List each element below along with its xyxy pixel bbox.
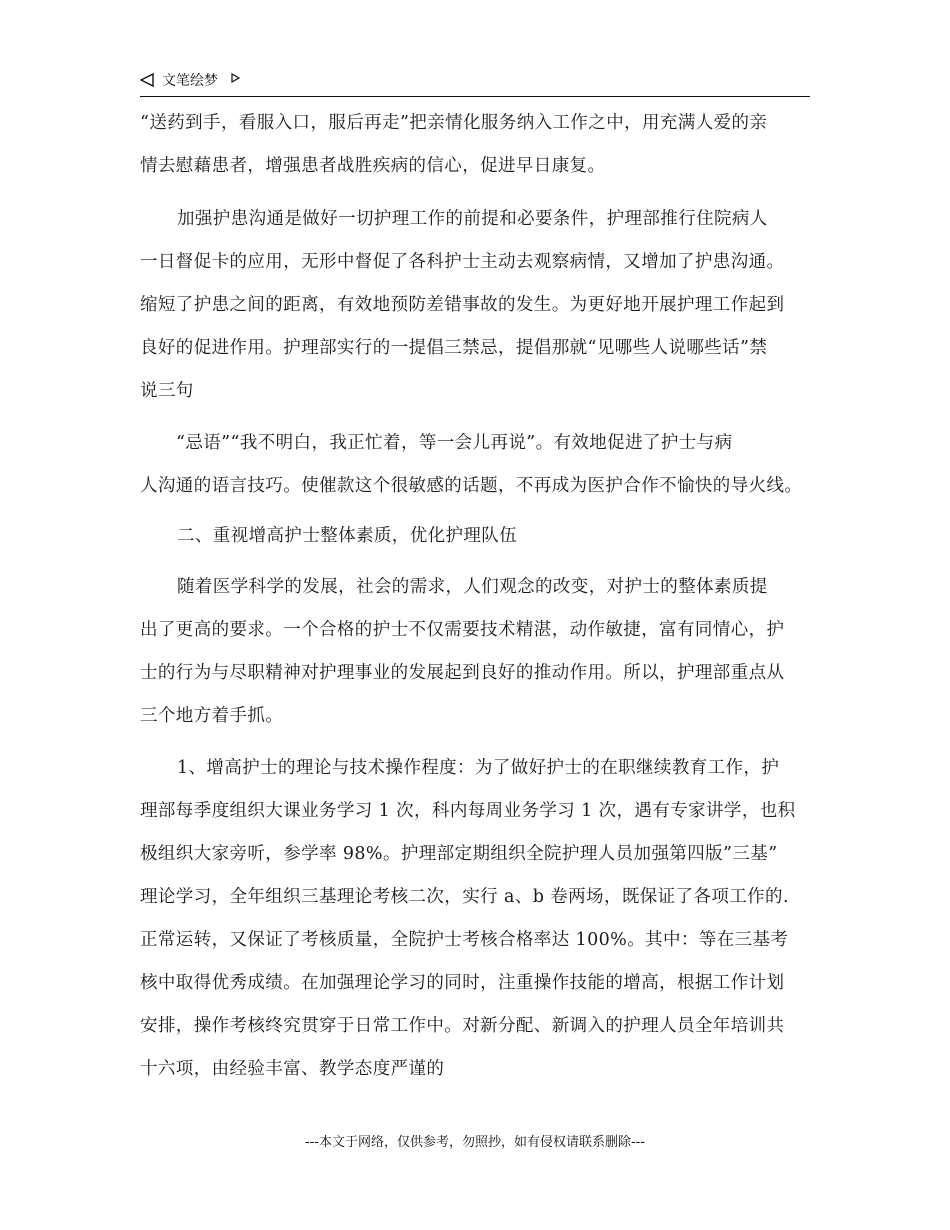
text-line: 1、增高护士的理论与技术操作程度：为了做好护士的在职继续教育工作，护 <box>177 758 780 778</box>
text-line: 一日督促卡的应用，无形中督促了各科护士主动去观察病情，又增加了护患沟通。 <box>140 252 785 272</box>
text-line: 安排，操作考核终究贯穿于日常工作中。对新分配、新调入的护理人员全年培训共 <box>140 1016 785 1036</box>
triangle-right-icon <box>231 73 240 83</box>
text-line: 士的行为与尽职精神对护理事业的发展起到良好的推动作用。所以，护理部重点从 <box>140 663 785 683</box>
text-line: 随着医学科学的发展，社会的需求，人们观念的改变，对护士的整体素质提 <box>177 577 768 597</box>
text-line: 说三句 <box>140 381 194 401</box>
text-line: 人沟通的语言技巧。使催款这个很敏感的话题，不再成为医护合作不愉快的导火线。 <box>140 476 803 496</box>
header-title: 文笔绘梦 <box>162 73 218 89</box>
text-line: 二、重视增高护士整体素质，优化护理队伍 <box>177 526 518 546</box>
text-line: 情去慰藉患者，增强患者战胜疾病的信心，促进早日康复。 <box>140 156 606 176</box>
text-line: 十六项，由经验丰富、教学态度严谨的 <box>140 1059 445 1079</box>
text-line: 理论学习，全年组织三基理论考核二次，实行 a、b 卷两场，既保证了各项工作的. <box>140 887 789 907</box>
text-line: 良好的促进作用。护理部实行的一提倡三禁忌，提倡那就“见哪些人说哪些话”禁 <box>140 338 768 358</box>
text-line: 加强护患沟通是做好一切护理工作的前提和必要条件，护理部推行住院病人 <box>177 209 768 229</box>
text-line: 理部每季度组织大课业务学习 1 次，科内每周业务学习 1 次，遇有专家讲学，也积 <box>140 801 796 821</box>
text-line: 极组织大家旁听，参学率 98%。护理部定期组织全院护理人员加强第四版”三基” <box>140 844 778 864</box>
text-line: “忌语”“我不明白，我正忙着，等一会儿再说”。有效地促进了护士与病 <box>176 433 733 453</box>
text-line: 三个地方着手抓。 <box>140 706 284 726</box>
text-line: 出了更高的要求。一个合格的护士不仅需要技术精湛，动作敏捷，富有同情心，护 <box>140 620 785 640</box>
text-line: “送药到手，看服入口，服后再走”把亲情化服务纳入工作之中，用充满人爱的亲 <box>140 113 768 133</box>
text-line: 缩短了护患之间的距离，有效地预防差错事故的发生。为更好地开展护理工作起到 <box>140 295 785 315</box>
page-header <box>140 70 810 97</box>
triangle-left-icon <box>140 73 154 87</box>
page-footer: ---本文于网络，仅供参考，勿照抄，如有侵权请联系删除--- <box>304 1135 646 1150</box>
text-line: 正常运转，又保证了考核质量，全院护士考核合格率达 100%。其中：等在三基考 <box>140 930 789 950</box>
text-line: 核中取得优秀成绩。在加强理论学习的同时，注重操作技能的增高，根据工作计划 <box>140 973 785 993</box>
